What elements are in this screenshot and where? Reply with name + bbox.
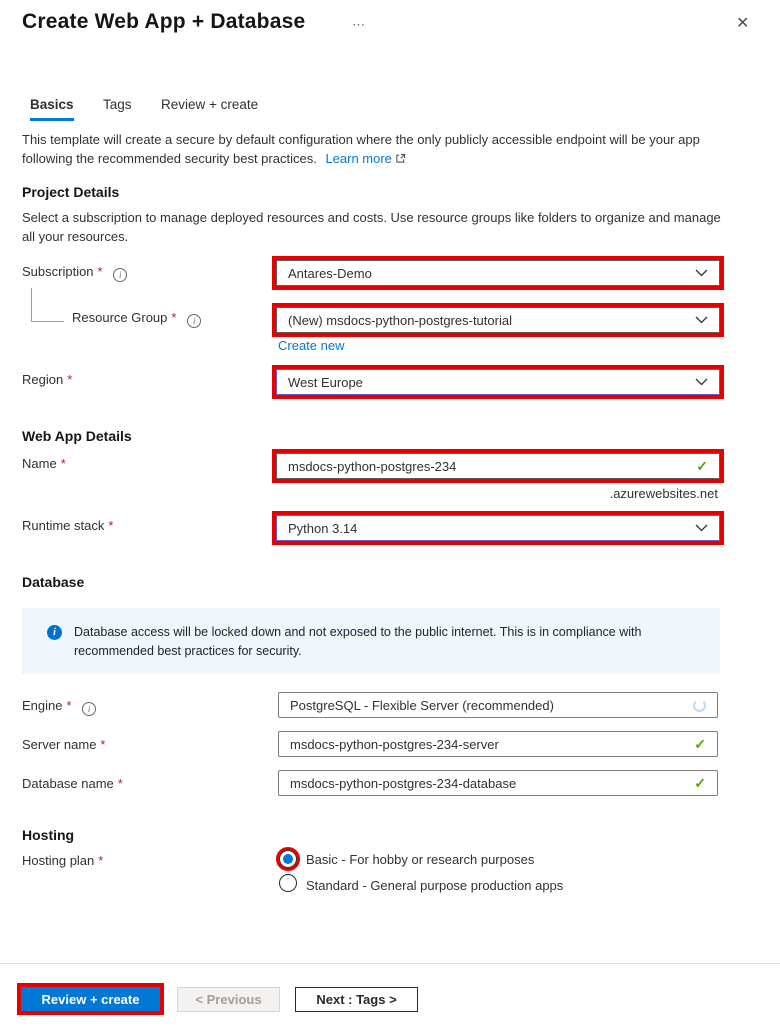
domain-suffix: .azurewebsites.net <box>609 486 718 501</box>
annotation-highlight <box>272 256 724 290</box>
resource-group-dropdown[interactable]: (New) msdocs-python-postgres-tutorial <box>276 307 720 333</box>
valid-check-icon: ✓ <box>694 735 706 752</box>
hierarchy-connector <box>31 288 64 322</box>
chevron-down-icon <box>695 316 708 324</box>
name-input[interactable]: msdocs-python-postgres-234 ✓ <box>276 453 720 479</box>
runtime-stack-dropdown[interactable]: Python 3.14 <box>276 515 720 541</box>
engine-dropdown[interactable]: PostgreSQL - Flexible Server (recommended) <box>278 692 718 718</box>
close-icon[interactable]: ✕ <box>736 15 750 32</box>
more-options-icon[interactable]: ⋯ <box>352 17 366 32</box>
info-banner <box>22 608 720 674</box>
next-tags-button[interactable]: Next : Tags > <box>295 987 418 1012</box>
server-name-input[interactable]: msdocs-python-postgres-234-server ✓ <box>278 731 718 757</box>
chevron-down-icon <box>695 524 708 532</box>
database-name-label: Database name * <box>22 776 123 791</box>
subscription-dropdown[interactable]: Antares-Demo <box>276 260 720 286</box>
tab-basics[interactable]: Basics <box>30 97 74 118</box>
server-name-label: Server name * <box>22 737 106 752</box>
project-details-heading: Project Details <box>22 184 120 200</box>
tab-tags[interactable]: Tags <box>103 97 132 112</box>
info-icon[interactable]: i <box>113 268 127 282</box>
project-details-description: Select a subscription to manage deployed resources and costs. Use resource groups like folders to organize and manage all your resources. <box>22 210 721 244</box>
hosting-plan-label: Hosting plan * <box>22 853 104 868</box>
intro-text: This template will create a secure by default configuration where the only publicly accessible endpoint will be your app following the recommended security best practices. Learn more <box>22 132 700 166</box>
radio-label-standard[interactable]: Standard - General purpose production apps <box>306 878 564 893</box>
webapp-details-heading: Web App Details <box>22 428 132 444</box>
footer-divider <box>0 963 780 964</box>
hosting-heading: Hosting <box>22 827 75 843</box>
region-label: Region * <box>22 372 73 387</box>
annotation-highlight <box>272 449 724 483</box>
name-label: Name * <box>22 456 66 471</box>
learn-more-link[interactable]: Learn more <box>325 151 392 166</box>
review-create-button[interactable]: Review + create <box>21 987 160 1011</box>
annotation-highlight <box>272 365 724 399</box>
info-banner-icon: i <box>47 625 62 640</box>
create-new-link[interactable]: Create new <box>278 338 345 353</box>
subscription-label: Subscription * i <box>22 264 127 282</box>
info-icon[interactable]: i <box>187 314 201 328</box>
radio-selected-dot <box>283 854 293 864</box>
annotation-highlight <box>272 303 724 337</box>
region-dropdown[interactable]: West Europe <box>276 369 720 395</box>
database-heading: Database <box>22 574 85 590</box>
engine-label: Engine * i <box>22 698 96 716</box>
runtime-stack-label: Runtime stack * <box>22 518 114 533</box>
chevron-down-icon <box>695 378 708 386</box>
loading-spinner-icon <box>693 699 706 712</box>
tab-review-create[interactable]: Review + create <box>160 97 259 112</box>
radio-hosting-standard[interactable] <box>279 874 297 892</box>
annotation-highlight <box>17 983 164 1015</box>
resource-group-label: Resource Group * i <box>72 310 201 328</box>
radio-hosting-basic[interactable] <box>279 850 297 868</box>
radio-label-basic[interactable]: Basic - For hobby or research purposes <box>306 852 535 867</box>
valid-check-icon: ✓ <box>696 457 708 474</box>
annotation-highlight <box>276 847 300 871</box>
wizard-tabs <box>30 96 283 118</box>
info-icon[interactable]: i <box>82 702 96 716</box>
external-link-icon <box>395 152 406 167</box>
info-banner-text: Database access will be locked down and not exposed to the public internet. This is in compliance with recommended best practices for security. <box>74 625 642 658</box>
annotation-highlight <box>272 511 724 545</box>
database-name-input[interactable]: msdocs-python-postgres-234-database ✓ <box>278 770 718 796</box>
previous-button: < Previous <box>177 987 280 1012</box>
chevron-down-icon <box>695 269 708 277</box>
page-title: Create Web App + Database <box>22 10 306 33</box>
valid-check-icon: ✓ <box>694 774 706 791</box>
